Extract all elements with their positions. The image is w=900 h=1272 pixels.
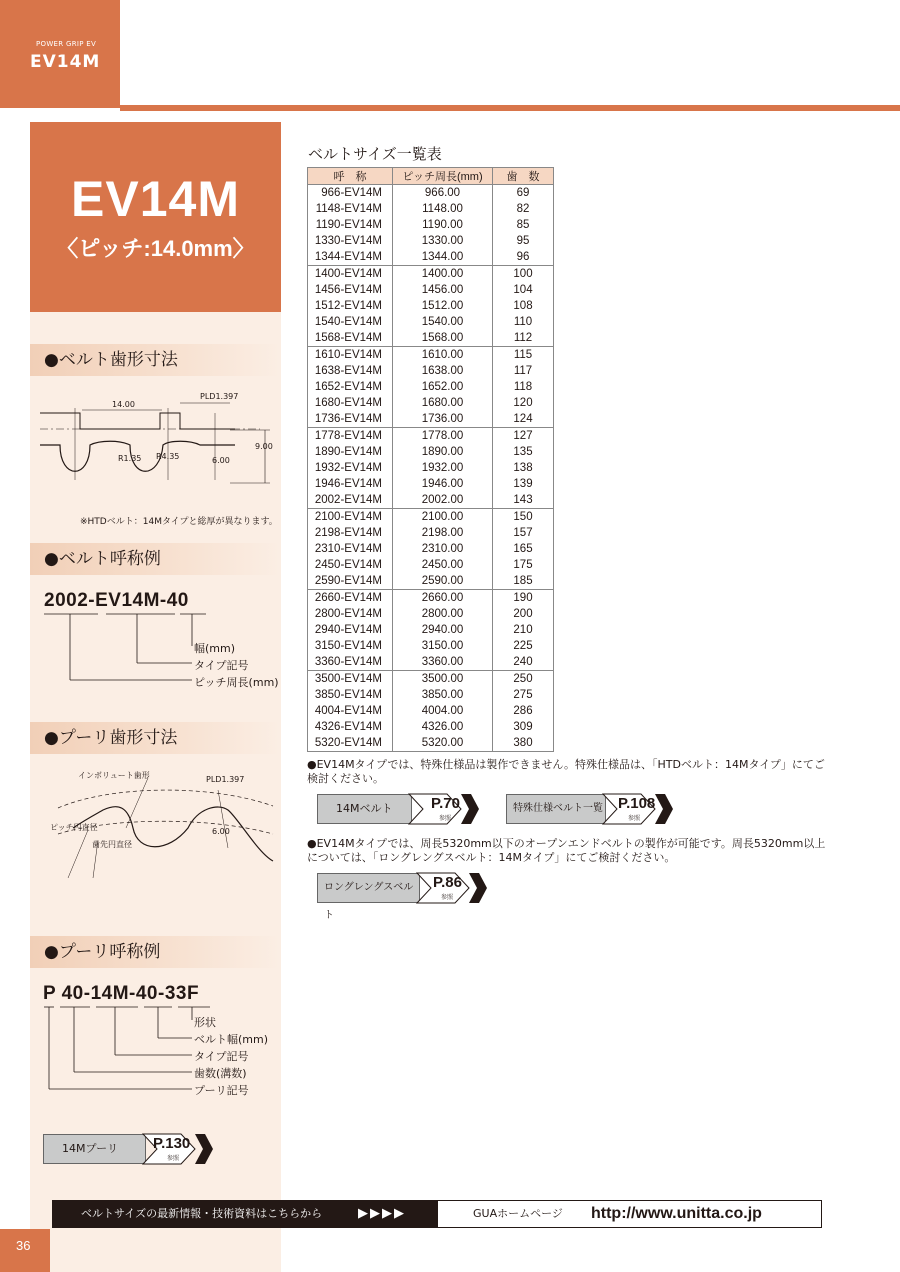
- cell-teeth: 275: [493, 687, 554, 703]
- ref-14m-belt-label: 14Mベルト: [317, 794, 412, 824]
- cell-length: 1540.00: [393, 314, 493, 330]
- table-row: [308, 298, 554, 314]
- pulley-example-leaders: [40, 1005, 200, 1095]
- table-row: [308, 622, 554, 638]
- header-tab: [0, 0, 120, 108]
- belt-example-code: 2002-EV14M-40: [44, 590, 189, 611]
- series-name: POWER GRIP EV: [36, 40, 97, 48]
- belt-depth-label: 6.00: [212, 456, 230, 465]
- cell-teeth: 240: [493, 654, 554, 671]
- cell-length: 1932.00: [393, 460, 493, 476]
- table-row: [308, 347, 554, 364]
- belt-tooth-diagram: [30, 385, 280, 495]
- cell-name: 1344-EV14M: [308, 249, 393, 266]
- belt-example-width: 幅(mm): [194, 642, 236, 655]
- pulley-example-symbol: プーリ記号: [194, 1084, 249, 1097]
- table-row: [308, 314, 554, 330]
- header-teeth: 歯 数: [493, 168, 554, 185]
- ref-special-label: 特殊仕様ベルト一覧: [506, 794, 606, 824]
- belt-r2-label: R4.35: [156, 452, 180, 461]
- cell-name: 1512-EV14M: [308, 298, 393, 314]
- cell-name: 5320-EV14M: [308, 735, 393, 752]
- cell-name: 1946-EV14M: [308, 476, 393, 492]
- cell-length: 2002.00: [393, 492, 493, 509]
- ref-14m-pulley[interactable]: [43, 1134, 213, 1164]
- cell-length: 3500.00: [393, 671, 493, 688]
- cell-length: 4004.00: [393, 703, 493, 719]
- header-rule: [120, 105, 900, 111]
- cell-teeth: 110: [493, 314, 554, 330]
- cell-teeth: 104: [493, 282, 554, 298]
- cell-length: 1778.00: [393, 428, 493, 445]
- cell-teeth: 250: [493, 671, 554, 688]
- cell-teeth: 117: [493, 363, 554, 379]
- cell-length: 966.00: [393, 185, 493, 202]
- cell-name: 3500-EV14M: [308, 671, 393, 688]
- cell-name: 3850-EV14M: [308, 687, 393, 703]
- cell-name: 1190-EV14M: [308, 217, 393, 233]
- table-row: [308, 654, 554, 671]
- cell-length: 2800.00: [393, 606, 493, 622]
- cell-teeth: 100: [493, 266, 554, 283]
- cell-name: 1148-EV14M: [308, 201, 393, 217]
- ref-special-belt[interactable]: [506, 794, 676, 824]
- footer-bar: [52, 1200, 822, 1228]
- table-row: [308, 395, 554, 411]
- cell-name: 2198-EV14M: [308, 525, 393, 541]
- cell-length: 1400.00: [393, 266, 493, 283]
- ref-14m-pulley-ref: 参照: [167, 1155, 180, 1162]
- cell-name: 2800-EV14M: [308, 606, 393, 622]
- belt-r1-label: R1.35: [118, 454, 142, 463]
- table-row: [308, 282, 554, 298]
- table-row: [308, 201, 554, 217]
- section-pulley-name: ●プーリ呼称例: [30, 936, 280, 968]
- table-row: [308, 266, 554, 283]
- cell-teeth: 143: [493, 492, 554, 509]
- cell-length: 1610.00: [393, 347, 493, 364]
- table-row: [308, 525, 554, 541]
- cell-length: 1652.00: [393, 379, 493, 395]
- cell-length: 1736.00: [393, 411, 493, 428]
- cell-name: 2310-EV14M: [308, 541, 393, 557]
- ref-long-page: P.86: [433, 874, 462, 891]
- pulley-example-width: ベルト幅(mm): [194, 1033, 269, 1046]
- cell-teeth: 309: [493, 719, 554, 735]
- table-row: [308, 444, 554, 460]
- note-special: ●EV14Mタイプでは、特殊仕様品は製作できません。特殊仕様品は、「HTDベルト：14Mタイプ」にてご検討ください。: [307, 758, 825, 785]
- cell-name: 966-EV14M: [308, 185, 393, 202]
- cell-teeth: 165: [493, 541, 554, 557]
- cell-length: 1190.00: [393, 217, 493, 233]
- table-row: [308, 185, 554, 202]
- cell-name: 2590-EV14M: [308, 573, 393, 590]
- cell-teeth: 150: [493, 509, 554, 526]
- cell-length: 5320.00: [393, 735, 493, 752]
- page-title: EV14M: [71, 171, 240, 227]
- cell-teeth: 157: [493, 525, 554, 541]
- table-row: [308, 476, 554, 492]
- cell-teeth: 95: [493, 233, 554, 249]
- table-row: [308, 573, 554, 590]
- cell-length: 1344.00: [393, 249, 493, 266]
- ref-long-belt[interactable]: [317, 873, 487, 921]
- belt-pitch-label: 14.00: [112, 400, 135, 409]
- cell-teeth: 135: [493, 444, 554, 460]
- header-name: 呼 称: [308, 168, 393, 185]
- pulley-pitch-circle-label: ピッチ円直径: [50, 823, 98, 832]
- table-row: [308, 541, 554, 557]
- cell-teeth: 200: [493, 606, 554, 622]
- cell-name: 1736-EV14M: [308, 411, 393, 428]
- cell-name: 1540-EV14M: [308, 314, 393, 330]
- ref-14m-belt-page: P.70: [431, 795, 460, 812]
- belt-total-label: 9.00: [255, 442, 273, 451]
- belt-size-table: [307, 167, 554, 752]
- table-row: [308, 249, 554, 266]
- cell-length: 2310.00: [393, 541, 493, 557]
- cell-teeth: 225: [493, 638, 554, 654]
- footer-url-link[interactable]: http://www.unitta.co.jp: [591, 1205, 762, 1222]
- table-row: [308, 606, 554, 622]
- table-row: [308, 379, 554, 395]
- cell-teeth: 85: [493, 217, 554, 233]
- belt-pld-label: PLD1.397: [200, 392, 239, 401]
- ref-14m-pulley-page: P.130: [153, 1135, 191, 1152]
- cell-name: 1638-EV14M: [308, 363, 393, 379]
- belt-example-type: タイプ記号: [194, 659, 249, 672]
- cell-teeth: 120: [493, 395, 554, 411]
- cell-teeth: 124: [493, 411, 554, 428]
- section-pulley-tooth: ●プーリ歯形寸法: [30, 722, 280, 754]
- section-belt-tooth: ●ベルト歯形寸法: [30, 344, 280, 376]
- table-row: [308, 719, 554, 735]
- cell-length: 1148.00: [393, 201, 493, 217]
- cell-name: 1456-EV14M: [308, 282, 393, 298]
- cell-length: 3150.00: [393, 638, 493, 654]
- table-row: [308, 638, 554, 654]
- cell-teeth: 185: [493, 573, 554, 590]
- cell-name: 3150-EV14M: [308, 638, 393, 654]
- cell-length: 2100.00: [393, 509, 493, 526]
- note-length: ●EV14Mタイプでは、周長5320mm以下のオープンエンドベルトの製作が可能です。周長5320mm以上については、「ロングレングスベルト：14Mタイプ」にてご検討ください。: [307, 837, 826, 864]
- footer-arrows-icon: ▶▶▶▶: [358, 1206, 406, 1221]
- section-belt-name: ●ベルト呼称例: [30, 543, 280, 575]
- cell-length: 1512.00: [393, 298, 493, 314]
- cell-name: 3360-EV14M: [308, 654, 393, 671]
- cell-length: 2450.00: [393, 557, 493, 573]
- cell-name: 4004-EV14M: [308, 703, 393, 719]
- ref-14m-belt[interactable]: [317, 794, 477, 824]
- cell-name: 1932-EV14M: [308, 460, 393, 476]
- table-row: [308, 557, 554, 573]
- htd-note: ※HTDベルト：14Mタイプと総厚が異なります。: [80, 517, 278, 527]
- cell-teeth: 108: [493, 298, 554, 314]
- pitch-subtitle: 〈ピッチ:14.0mm〉: [56, 236, 255, 261]
- cell-length: 1946.00: [393, 476, 493, 492]
- table-row: [308, 217, 554, 233]
- footer-info: ベルトサイズの最新情報・技術資料はこちらから: [53, 1201, 438, 1227]
- ref-14m-pulley-label: 14Mプーリ: [43, 1134, 146, 1164]
- table-title: ベルトサイズ一覧表: [308, 145, 442, 163]
- cell-length: 1638.00: [393, 363, 493, 379]
- cell-name: 4326-EV14M: [308, 719, 393, 735]
- cell-teeth: 138: [493, 460, 554, 476]
- table-row: [308, 509, 554, 526]
- table-row: [308, 687, 554, 703]
- cell-teeth: 380: [493, 735, 554, 752]
- cell-name: 1652-EV14M: [308, 379, 393, 395]
- cell-length: 2940.00: [393, 622, 493, 638]
- footer-site-label: GUAホームページ: [473, 1207, 563, 1220]
- cell-name: 1400-EV14M: [308, 266, 393, 283]
- pulley-depth-label: 6.00: [212, 827, 230, 836]
- cell-name: 2450-EV14M: [308, 557, 393, 573]
- ref-long-ref: 参照: [441, 894, 454, 901]
- table-row: [308, 735, 554, 752]
- cell-length: 1456.00: [393, 282, 493, 298]
- cell-teeth: 190: [493, 590, 554, 607]
- cell-name: 1568-EV14M: [308, 330, 393, 347]
- cell-name: 1610-EV14M: [308, 347, 393, 364]
- pulley-example-type: タイプ記号: [194, 1050, 249, 1063]
- cell-name: 2660-EV14M: [308, 590, 393, 607]
- belt-example-length: ピッチ周長(mm): [194, 676, 279, 689]
- cell-name: 2100-EV14M: [308, 509, 393, 526]
- cell-name: 2002-EV14M: [308, 492, 393, 509]
- cell-length: 1330.00: [393, 233, 493, 249]
- pulley-involute-label: インボリュート歯形: [78, 771, 150, 780]
- cell-length: 2590.00: [393, 573, 493, 590]
- cell-teeth: 115: [493, 347, 554, 364]
- pulley-example-teeth: 歯数(溝数): [194, 1067, 247, 1080]
- header-code: EV14M: [30, 52, 101, 72]
- pulley-tooth-diagram: [38, 768, 278, 883]
- table-row: [308, 411, 554, 428]
- table-row: [308, 703, 554, 719]
- ref-special-page: P.108: [618, 795, 656, 812]
- cell-teeth: 118: [493, 379, 554, 395]
- ref-14m-belt-ref: 参照: [439, 815, 452, 822]
- cell-length: 1568.00: [393, 330, 493, 347]
- cell-length: 1680.00: [393, 395, 493, 411]
- table-row: [308, 460, 554, 476]
- table-header-row: [308, 168, 554, 185]
- cell-teeth: 112: [493, 330, 554, 347]
- cell-teeth: 82: [493, 201, 554, 217]
- pulley-pld-label: PLD1.397: [206, 775, 245, 784]
- title-box: [30, 122, 281, 312]
- cell-name: 1680-EV14M: [308, 395, 393, 411]
- cell-teeth: 139: [493, 476, 554, 492]
- pulley-tip-circle-label: 歯先円直径: [92, 840, 132, 849]
- cell-teeth: 69: [493, 185, 554, 202]
- page-number: 36: [0, 1229, 50, 1272]
- cell-length: 3360.00: [393, 654, 493, 671]
- table-row: [308, 428, 554, 445]
- cell-teeth: 127: [493, 428, 554, 445]
- header-length: ピッチ周長(mm): [393, 168, 493, 185]
- ref-special-ref: 参照: [628, 815, 641, 822]
- cell-length: 2660.00: [393, 590, 493, 607]
- cell-name: 1778-EV14M: [308, 428, 393, 445]
- table-row: [308, 330, 554, 347]
- cell-teeth: 175: [493, 557, 554, 573]
- table-row: [308, 492, 554, 509]
- cell-length: 2198.00: [393, 525, 493, 541]
- cell-length: 3850.00: [393, 687, 493, 703]
- cell-teeth: 286: [493, 703, 554, 719]
- table-row: [308, 363, 554, 379]
- table-row: [308, 233, 554, 249]
- cell-name: 2940-EV14M: [308, 622, 393, 638]
- cell-length: 4326.00: [393, 719, 493, 735]
- pulley-example-code: P 40-14M-40-33F: [43, 983, 200, 1004]
- cell-teeth: 96: [493, 249, 554, 266]
- table-row: [308, 590, 554, 607]
- cell-length: 1890.00: [393, 444, 493, 460]
- cell-name: 1890-EV14M: [308, 444, 393, 460]
- cell-teeth: 210: [493, 622, 554, 638]
- cell-name: 1330-EV14M: [308, 233, 393, 249]
- belt-example-leaders: [40, 612, 200, 692]
- table-row: [308, 671, 554, 688]
- ref-long-label: ロングレングスベルト: [317, 873, 420, 903]
- pulley-example-shape: 形状: [194, 1016, 216, 1029]
